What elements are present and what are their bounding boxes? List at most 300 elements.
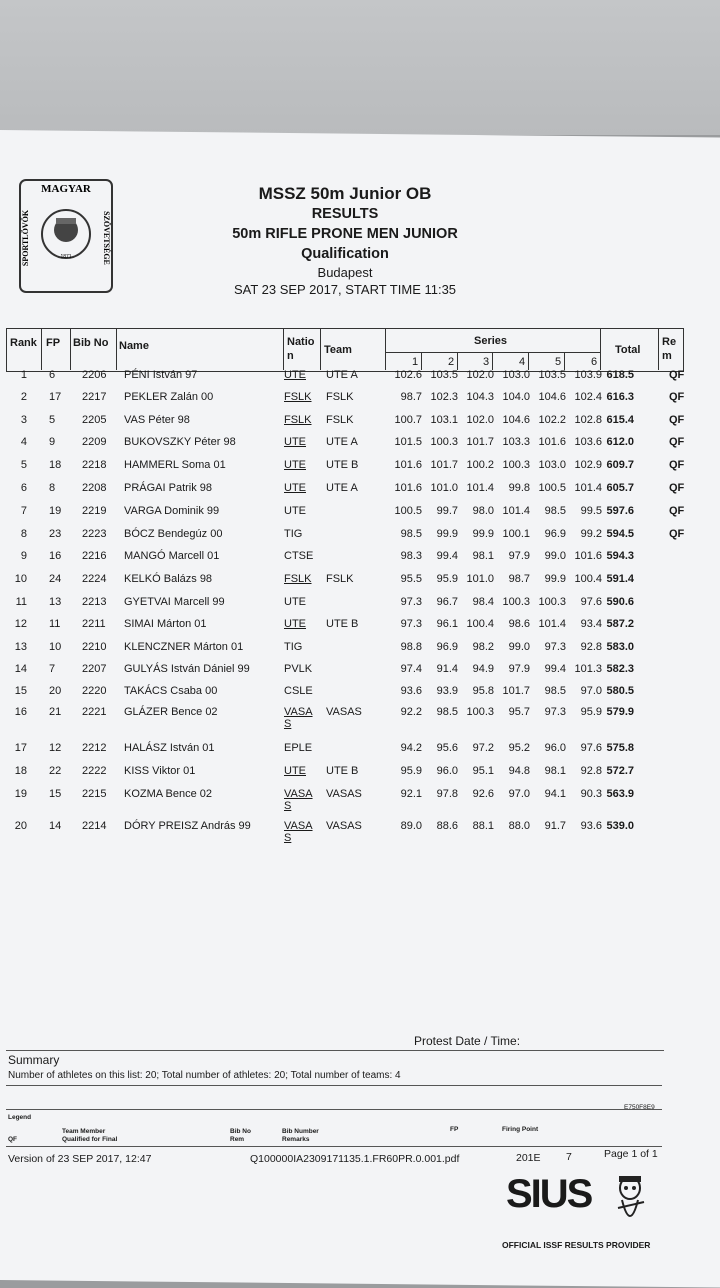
total-cell: 587.2 [606, 618, 634, 630]
series-1-cell: 98.3 [400, 550, 422, 562]
federation-logo [18, 178, 114, 294]
name-cell: VARGA Dominik 99 [124, 505, 220, 517]
series-2-cell: 100.3 [430, 436, 458, 448]
provider-text: OFFICIAL ISSF RESULTS PROVIDER [502, 1240, 651, 1250]
bib-cell: 2221 [82, 706, 107, 718]
series-3-cell: 97.2 [472, 742, 494, 754]
fp-cell: 14 [49, 820, 62, 832]
series-1-cell: 98.7 [400, 391, 422, 403]
fp-cell: 5 [49, 414, 56, 426]
fp-cell: 15 [49, 788, 62, 800]
rank-cell: 4 [20, 436, 27, 448]
bib-cell: 2213 [82, 596, 107, 608]
bib-cell: 2207 [82, 663, 107, 675]
bib-cell: 2217 [82, 391, 107, 403]
doc-code: E750F8E9 [624, 1104, 655, 1111]
rank-cell: 12 [14, 618, 27, 630]
nation-cell: UTE [284, 459, 306, 471]
table-row [6, 742, 682, 760]
nation-cell: UTE [284, 765, 306, 777]
table-row [6, 706, 682, 730]
stage-title: Qualification [301, 246, 389, 262]
table-row [6, 436, 685, 454]
nation-cell: UTE [284, 505, 306, 517]
col-fp: FP [46, 337, 61, 349]
series-2-cell: 95.6 [436, 742, 458, 754]
name-cell: GULYÁS István Dániel 99 [124, 663, 250, 675]
logo-top-text: MAGYAR [41, 183, 91, 195]
bib-cell: 2216 [82, 550, 107, 562]
rank-cell: 18 [14, 765, 27, 777]
team-cell: UTE A [326, 436, 358, 448]
fp-cell: 11 [49, 618, 61, 630]
remark-cell: QF [669, 436, 685, 448]
bib-cell: 2214 [82, 820, 107, 832]
nation-cell: UTE [284, 369, 306, 381]
nation-cell-cont: S [284, 800, 292, 812]
series-5-cell: 99.4 [544, 663, 566, 675]
total-cell: 605.7 [606, 482, 634, 494]
series-2-cell: 101.7 [430, 459, 458, 471]
series-1-cell: 100.5 [394, 505, 422, 517]
remark-cell: QF [669, 459, 685, 471]
bib-cell: 2218 [82, 459, 107, 471]
series-3-cell: 92.6 [472, 788, 494, 800]
name-cell: PÉNI István 97 [124, 369, 198, 381]
footer-code-2: 7 [566, 1151, 572, 1163]
series-6-cell: 101.4 [574, 482, 602, 494]
total-cell: 575.8 [606, 742, 634, 754]
series-4-cell: 97.0 [508, 788, 530, 800]
rank-cell: 19 [14, 788, 27, 800]
table-row [6, 459, 685, 477]
table-row [6, 596, 682, 614]
col-s5: 5 [555, 356, 562, 368]
nation-cell: PVLK [284, 663, 313, 675]
rank-cell: 15 [14, 685, 27, 697]
col-series: Series [474, 335, 508, 347]
series-2-cell: 91.4 [436, 663, 458, 675]
series-2-cell: 102.3 [430, 391, 458, 403]
fp-cell: 12 [49, 742, 62, 754]
series-2-cell: 88.6 [436, 820, 458, 832]
series-3-cell: 88.1 [472, 820, 494, 832]
series-3-cell: 102.0 [466, 414, 494, 426]
series-4-cell: 97.9 [508, 550, 530, 562]
series-1-cell: 97.3 [400, 596, 422, 608]
name-cell: BÓCZ Bendegúz 00 [124, 528, 223, 540]
series-5-cell: 91.7 [544, 820, 566, 832]
series-2-cell: 103.1 [430, 414, 458, 426]
nation-cell: VASA [284, 788, 313, 800]
name-cell: PEKLER Zalán 00 [124, 391, 214, 403]
series-1-cell: 100.7 [394, 414, 422, 426]
series-4-cell: 104.6 [502, 414, 530, 426]
mascot-icon [610, 1172, 650, 1232]
rank-cell: 13 [14, 641, 27, 653]
name-cell: HAMMERL Soma 01 [124, 459, 226, 471]
series-2-cell: 99.4 [436, 550, 458, 562]
series-5-cell: 97.3 [544, 706, 566, 718]
series-5-cell: 101.4 [538, 618, 566, 630]
series-6-cell: 95.9 [580, 706, 602, 718]
series-6-cell: 101.6 [574, 550, 602, 562]
series-6-cell: 100.4 [574, 573, 602, 585]
series-3-cell: 98.0 [472, 505, 494, 517]
series-3-cell: 99.9 [472, 528, 494, 540]
remark-cell: QF [669, 414, 685, 426]
col-s2: 2 [448, 356, 455, 368]
series-6-cell: 93.6 [580, 820, 602, 832]
team-cell: UTE A [326, 482, 358, 494]
col-rank: Rank [10, 337, 37, 349]
table-row [6, 618, 682, 636]
total-cell: 583.0 [606, 641, 634, 653]
table-row [6, 663, 682, 681]
series-5-cell: 97.3 [544, 641, 566, 653]
nation-cell: TIG [284, 641, 303, 653]
name-cell: SIMAI Márton 01 [124, 618, 207, 630]
series-5-cell: 103.5 [538, 369, 566, 381]
name-cell: KISS Viktor 01 [124, 765, 196, 777]
series-1-cell: 92.2 [400, 706, 422, 718]
nation-cell: UTE [284, 618, 306, 630]
nation-cell: UTE [284, 436, 306, 448]
series-1-cell: 97.3 [400, 618, 422, 630]
series-1-cell: 95.9 [400, 765, 422, 777]
rank-cell: 17 [14, 742, 27, 754]
series-4-cell: 97.9 [508, 663, 530, 675]
col-bib: Bib No [73, 337, 109, 349]
name-cell: TAKÁCS Csaba 00 [124, 685, 218, 697]
logo-right-text: SZÖVETSÉGE [102, 211, 111, 265]
legend-label: Legend [8, 1114, 32, 1121]
series-5-cell: 103.0 [538, 459, 566, 471]
series-4-cell: 103.0 [502, 369, 530, 381]
series-5-cell: 96.9 [544, 528, 566, 540]
series-3-cell: 95.8 [472, 685, 494, 697]
fp-cell: 17 [49, 391, 62, 403]
nation-cell: EPLE [284, 742, 313, 754]
legend-fp-text: Firing Point [502, 1126, 539, 1133]
bib-cell: 2224 [82, 573, 107, 585]
bib-cell: 2205 [82, 414, 107, 426]
fp-cell: 9 [49, 436, 56, 448]
series-3-cell: 104.3 [466, 391, 494, 403]
total-cell: 582.3 [606, 663, 634, 675]
series-2-cell: 99.7 [436, 505, 458, 517]
series-6-cell: 97.6 [580, 596, 602, 608]
series-5-cell: 101.6 [538, 436, 566, 448]
summary-title: Summary [8, 1053, 60, 1067]
name-cell: KLENCZNER Márton 01 [124, 641, 244, 653]
series-4-cell: 95.7 [508, 706, 530, 718]
remark-cell: QF [669, 482, 685, 494]
bib-cell: 2215 [82, 788, 107, 800]
series-6-cell: 97.0 [580, 685, 602, 697]
series-3-cell: 102.0 [466, 369, 494, 381]
series-6-cell: 103.6 [574, 436, 602, 448]
legend-rem-text: Remarks [282, 1136, 310, 1143]
footer-code: 201E [516, 1152, 541, 1164]
series-1-cell: 101.5 [394, 436, 422, 448]
bib-cell: 2223 [82, 528, 107, 540]
series-6-cell: 90.3 [580, 788, 602, 800]
legend-rem: Rem [230, 1136, 245, 1143]
series-6-cell: 92.8 [580, 765, 602, 777]
bib-cell: 2211 [82, 618, 106, 630]
series-4-cell: 101.4 [502, 505, 530, 517]
col-rem-1: Re [662, 336, 677, 348]
bib-cell: 2212 [82, 742, 107, 754]
legend-bib-no: Bib No [230, 1128, 251, 1135]
name-cell: GYETVAI Marcell 99 [124, 596, 225, 608]
total-cell: 594.3 [606, 550, 634, 562]
nation-cell: VASA [284, 706, 313, 718]
fp-cell: 10 [49, 641, 62, 653]
fp-cell: 23 [49, 528, 62, 540]
total-cell: 539.0 [606, 820, 634, 832]
rank-cell: 16 [14, 706, 27, 718]
series-2-cell: 96.1 [436, 618, 458, 630]
nation-cell: VASA [284, 820, 313, 832]
series-5-cell: 98.1 [544, 765, 566, 777]
col-s6: 6 [591, 356, 598, 368]
table-row [6, 505, 685, 523]
nation-cell: UTE [284, 596, 306, 608]
total-cell: 572.7 [606, 765, 634, 777]
protest-label: Protest Date / Time: [414, 1034, 521, 1048]
nation-cell-cont: S [284, 718, 292, 730]
series-3-cell: 94.9 [472, 663, 494, 675]
bib-cell: 2220 [82, 685, 107, 697]
col-nation-1: Natio [287, 336, 315, 348]
series-2-cell: 97.8 [436, 788, 458, 800]
fp-cell: 18 [49, 459, 62, 471]
series-4-cell: 98.6 [508, 618, 530, 630]
nation-cell: FSLK [284, 573, 312, 585]
series-3-cell: 101.0 [466, 573, 494, 585]
series-1-cell: 95.5 [400, 573, 422, 585]
name-cell: BUKOVSZKY Péter 98 [124, 436, 236, 448]
nation-cell: FSLK [284, 391, 312, 403]
rank-cell: 20 [14, 820, 27, 832]
series-3-cell: 100.3 [466, 706, 494, 718]
series-4-cell: 103.3 [502, 436, 530, 448]
total-cell: 580.5 [606, 685, 634, 697]
file-name: Q100000IA2309171135.1.FR60PR.0.001.pdf [250, 1153, 460, 1165]
fp-cell: 24 [49, 573, 62, 585]
table-row [6, 573, 682, 591]
team-cell: VASAS [326, 706, 362, 718]
series-4-cell: 104.0 [502, 391, 530, 403]
total-cell: 597.6 [606, 505, 634, 517]
series-4-cell: 98.7 [508, 573, 530, 585]
col-nation-2: n [287, 350, 294, 362]
col-team: Team [324, 344, 352, 356]
rank-cell: 7 [20, 505, 27, 517]
series-5-cell: 100.5 [538, 482, 566, 494]
series-5-cell: 102.2 [538, 414, 566, 426]
name-cell: HALÁSZ István 01 [124, 742, 215, 754]
rank-cell: 11 [15, 596, 27, 608]
name-cell: KOZMA Bence 02 [124, 788, 213, 800]
legend-qf-text: Qualified for Final [62, 1136, 118, 1143]
rank-cell: 1 [20, 369, 27, 381]
series-6-cell: 103.9 [574, 369, 602, 381]
fp-cell: 21 [49, 706, 62, 718]
discipline-title: 50m RIFLE PRONE MEN JUNIOR [232, 226, 458, 242]
legend-qf-code: QF [8, 1136, 18, 1143]
remark-cell: QF [669, 505, 685, 517]
series-1-cell: 101.6 [394, 459, 422, 471]
series-2-cell: 101.0 [430, 482, 458, 494]
series-6-cell: 97.6 [580, 742, 602, 754]
sius-logo: SIUS [506, 1172, 592, 1216]
series-3-cell: 100.2 [466, 459, 494, 471]
version-text: Version of 23 SEP 2017, 12:47 [8, 1153, 152, 1165]
series-3-cell: 98.4 [472, 596, 494, 608]
name-cell: DÓRY PREISZ András 99 [124, 820, 251, 832]
remark-cell: QF [669, 528, 685, 540]
nation-cell-cont: S [284, 832, 292, 844]
legend-team-member: Team Member [62, 1128, 106, 1135]
series-5-cell: 98.5 [544, 505, 566, 517]
series-1-cell: 98.5 [400, 528, 422, 540]
series-3-cell: 101.4 [466, 482, 494, 494]
team-cell: FSLK [326, 573, 354, 585]
series-2-cell: 98.5 [436, 706, 458, 718]
total-cell: 590.6 [606, 596, 634, 608]
bib-cell: 2206 [82, 369, 107, 381]
team-cell: UTE B [326, 459, 359, 471]
series-2-cell: 93.9 [436, 685, 458, 697]
series-5-cell: 96.0 [544, 742, 566, 754]
nation-cell: TIG [284, 528, 303, 540]
series-2-cell: 95.9 [436, 573, 458, 585]
rank-cell: 5 [20, 459, 27, 471]
col-total: Total [615, 344, 641, 356]
total-cell: 594.5 [606, 528, 634, 540]
fp-cell: 6 [49, 369, 56, 381]
name-cell: KELKÓ Balázs 98 [124, 573, 213, 585]
series-1-cell: 92.1 [400, 788, 422, 800]
logo-left-text: SPORTLÖVŐK [21, 209, 30, 267]
team-cell: VASAS [326, 788, 362, 800]
series-1-cell: 94.2 [400, 742, 422, 754]
total-cell: 616.3 [606, 391, 634, 403]
rank-cell: 6 [20, 482, 27, 494]
series-5-cell: 99.0 [544, 550, 566, 562]
series-1-cell: 97.4 [400, 663, 422, 675]
page-number: Page 1 of 1 [604, 1148, 658, 1160]
series-6-cell: 102.4 [574, 391, 602, 403]
nation-cell: CTSE [284, 550, 314, 562]
fp-cell: 19 [49, 505, 62, 517]
series-6-cell: 101.3 [574, 663, 602, 675]
series-1-cell: 101.6 [394, 482, 422, 494]
table-row [6, 765, 682, 783]
series-2-cell: 96.7 [436, 596, 458, 608]
series-5-cell: 99.9 [544, 573, 566, 585]
col-name: Name [119, 340, 149, 352]
table-row [6, 788, 682, 812]
series-3-cell: 95.1 [472, 765, 494, 777]
team-cell: FSLK [326, 414, 354, 426]
series-4-cell: 99.8 [508, 482, 530, 494]
series-2-cell: 103.5 [430, 369, 458, 381]
fp-cell: 8 [49, 482, 56, 494]
team-cell: UTE B [326, 765, 359, 777]
col-s1: 1 [412, 356, 419, 368]
table-row [6, 369, 685, 387]
legend-bib-text: Bib Number [282, 1128, 319, 1135]
team-cell: UTE A [326, 369, 358, 381]
document-header [210, 183, 480, 298]
col-rem-2: m [662, 350, 672, 362]
fp-cell: 16 [49, 550, 62, 562]
table-row [6, 820, 682, 844]
col-s3: 3 [483, 356, 490, 368]
table-row [6, 391, 685, 409]
total-cell: 618.5 [606, 369, 634, 381]
date-time: SAT 23 SEP 2017, START TIME 11:35 [233, 282, 457, 297]
name-cell: PRÁGAI Patrik 98 [124, 482, 213, 494]
series-1-cell: 98.8 [400, 641, 422, 653]
total-cell: 591.4 [606, 573, 634, 585]
legend-fp: FP [450, 1126, 459, 1133]
table-row [6, 685, 682, 703]
series-4-cell: 95.2 [508, 742, 530, 754]
bib-cell: 2222 [82, 765, 107, 777]
rank-cell: 9 [20, 550, 27, 562]
series-5-cell: 98.5 [544, 685, 566, 697]
series-6-cell: 99.5 [580, 505, 602, 517]
series-3-cell: 101.7 [466, 436, 494, 448]
total-cell: 563.9 [606, 788, 634, 800]
total-cell: 615.4 [606, 414, 634, 426]
event-title: MSSZ 50m Junior OB [258, 184, 432, 203]
background-top [0, 0, 720, 135]
series-3-cell: 98.2 [472, 641, 494, 653]
fp-cell: 22 [49, 765, 62, 777]
series-3-cell: 100.4 [466, 618, 494, 630]
series-4-cell: 100.3 [502, 459, 530, 471]
series-1-cell: 93.6 [400, 685, 422, 697]
name-cell: VAS Péter 98 [124, 414, 190, 426]
nation-cell: FSLK [284, 414, 312, 426]
series-3-cell: 98.1 [472, 550, 494, 562]
fp-cell: 7 [49, 663, 56, 675]
series-4-cell: 99.0 [508, 641, 530, 653]
series-4-cell: 100.3 [502, 596, 530, 608]
table-row [6, 482, 685, 500]
rank-cell: 14 [14, 663, 27, 675]
total-cell: 579.9 [606, 706, 634, 718]
name-cell: MANGÓ Marcell 01 [124, 550, 220, 562]
series-1-cell: 89.0 [400, 820, 422, 832]
fp-cell: 13 [49, 596, 62, 608]
series-6-cell: 92.8 [580, 641, 602, 653]
series-4-cell: 88.0 [508, 820, 530, 832]
total-cell: 612.0 [606, 436, 634, 448]
nation-cell: CSLE [284, 685, 313, 697]
table-row [6, 641, 682, 659]
fp-cell: 20 [49, 685, 62, 697]
summary-text: Number of athletes on this list: 20; Total number of athletes: 20; Total number of teams: 4 [8, 1070, 401, 1081]
rank-cell: 2 [20, 391, 27, 403]
venue: Budapest [317, 265, 373, 280]
